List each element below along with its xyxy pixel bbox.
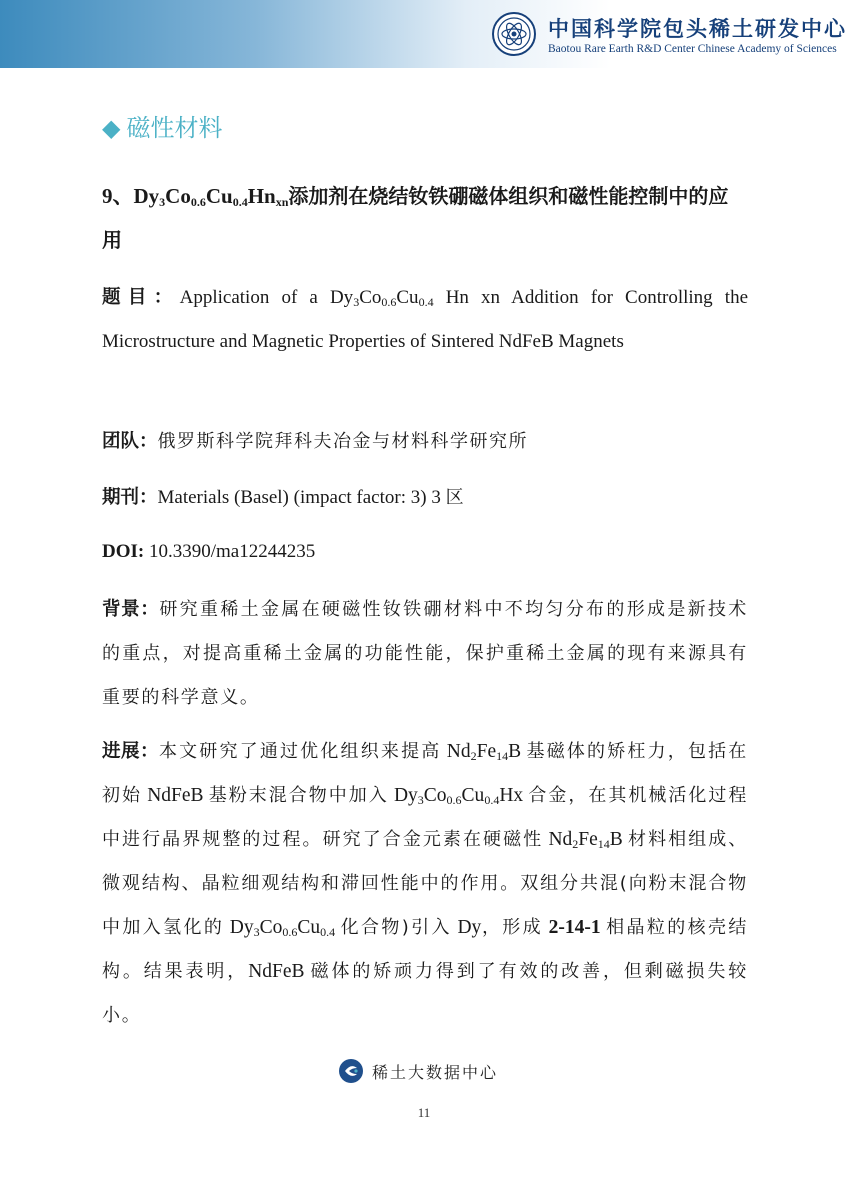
team-value: 俄罗斯科学院拜科夫冶金与材料科学研究所 — [157, 431, 529, 452]
formula — [441, 741, 526, 762]
progress-text: 材料相组成、微观结构、晶粒细观结构和滞回性能中的作用。双组分共混(向粉末混合物中加入氢化的 — [102, 829, 749, 938]
formula-sub: 3 — [253, 925, 260, 939]
doi-block — [102, 540, 748, 564]
formula-part: Cu — [461, 785, 485, 806]
formula — [248, 961, 310, 982]
journal-label: 期刊： — [102, 487, 158, 508]
formula-sub: 0.6 — [446, 793, 462, 807]
progress-label: 进展： — [102, 741, 159, 762]
formula-sub: 14 — [597, 837, 610, 851]
formula-part: Hn — [247, 184, 276, 208]
formula-part: B — [609, 829, 623, 850]
formula-part: Dy — [229, 917, 254, 938]
page-number: 11 — [417, 1105, 431, 1120]
background-label: 背景： — [102, 599, 160, 620]
topic-text: Cu — [396, 287, 419, 308]
formula-sub: 0.4 — [484, 793, 500, 807]
journal-block — [102, 486, 748, 510]
formula — [142, 785, 209, 806]
formula-part: NdFeB — [248, 961, 305, 982]
progress-text: 磁体的矫顽力得到了有效的改善，但剩磁损失较小。 — [102, 961, 749, 1026]
formula-part: 2-14-1 — [548, 917, 601, 938]
doi-value: 10.3390/ma12244235 — [148, 541, 316, 562]
team-label: 团队： — [102, 431, 158, 452]
topic-block — [102, 276, 748, 364]
formula-part: Fe — [578, 829, 598, 850]
section-title: 磁性材料 — [126, 114, 223, 142]
progress-text: 本文研究了通过优化组织来提高 — [158, 741, 442, 762]
article-number: 9、 — [102, 184, 134, 208]
progress-text: 基粉末混合物中加入 — [208, 785, 389, 806]
formula-sub: 0.4 — [232, 195, 248, 209]
topic-label: 题目： — [102, 287, 180, 308]
formula-part: Nd — [446, 741, 471, 762]
footer-logo — [338, 1058, 498, 1084]
formula-sub: 0.6 — [381, 295, 397, 309]
formula-part: Fe — [476, 741, 497, 762]
formula — [543, 917, 606, 938]
formula-sub: 0.6 — [282, 925, 298, 939]
progress-text: 基磁体的矫枉力，包括在初始 — [102, 741, 748, 806]
formula-part: B — [508, 741, 522, 762]
diamond-icon: ◆ — [102, 114, 121, 142]
article-title-text: 添加剂在烧结钕铁硼磁体组织和磁性能控制中的应用 — [102, 184, 729, 252]
progress-text: ，形成 — [481, 917, 544, 938]
footer-label: 稀土大数据中心 — [372, 1062, 499, 1082]
team-block — [102, 430, 748, 454]
formula-part: Cu — [205, 184, 233, 208]
topic-text: Co — [359, 287, 382, 308]
formula-part: Hx — [499, 785, 524, 806]
re-bigdata-logo-icon — [338, 1058, 364, 1084]
topic-text: Hn xn Addition for Controlling the Microstructure and Magnetic Properties of Sintered NdFeB Magnets — [102, 287, 749, 352]
formula — [452, 917, 481, 938]
formula-sub: 14 — [496, 749, 509, 763]
progress-block — [102, 730, 748, 1038]
formula-sub: 3 — [159, 195, 166, 209]
article-title — [102, 174, 748, 262]
background-text: 研究重稀土金属在硬磁性钕铁硼材料中不均匀分布的形成是新技术的重点，对提高重稀土金属的功能性能，保护重稀土金属的现有来源具有重要的科学意义。 — [102, 599, 748, 708]
section-heading — [102, 108, 222, 143]
formula-part: Nd — [548, 829, 573, 850]
org-name-en: Baotou Rare Earth R&D Center Chinese Academy of Sciences — [548, 43, 837, 55]
formula-part: Dy — [393, 785, 418, 806]
formula-part: NdFeB — [147, 785, 204, 806]
formula-sub: 2 — [470, 749, 477, 763]
journal-value: Materials (Basel) (impact factor: 3) 3 — [157, 487, 441, 508]
formula-sub: xn — [275, 195, 289, 209]
formula — [389, 785, 529, 806]
formula-sub: 0.4 — [418, 295, 434, 309]
formula-part: Co — [423, 785, 447, 806]
formula-sub: 2 — [572, 837, 579, 851]
formula — [224, 917, 340, 938]
formula-sub: 0.4 — [320, 925, 336, 939]
formula-part: Co — [165, 184, 191, 208]
formula — [543, 829, 628, 850]
topic-text: Application of a Dy — [179, 287, 354, 308]
formula-sub: 3 — [353, 295, 360, 309]
progress-text: 化合物)引入 — [340, 917, 452, 938]
doi-label: DOI: — [102, 541, 145, 562]
background-block — [102, 588, 748, 720]
cas-emblem-icon — [492, 12, 536, 56]
formula-sub: 3 — [417, 793, 424, 807]
progress-text: 合金，在其机械活化过程中进行晶界规整的过程。研究了合金元素在硬磁性 — [102, 785, 749, 850]
progress-text: 相晶粒的核壳结构。结果表明， — [102, 917, 749, 982]
journal-zone: 区 — [445, 487, 466, 508]
formula-part: Dy — [133, 184, 160, 208]
formula-part: Dy — [457, 917, 482, 938]
org-name-cn: 中国科学院包头稀土研发中心 — [548, 17, 847, 41]
formula-part: Co — [259, 917, 283, 938]
formula-sub: 0.6 — [190, 195, 206, 209]
formula-part: Cu — [297, 917, 321, 938]
